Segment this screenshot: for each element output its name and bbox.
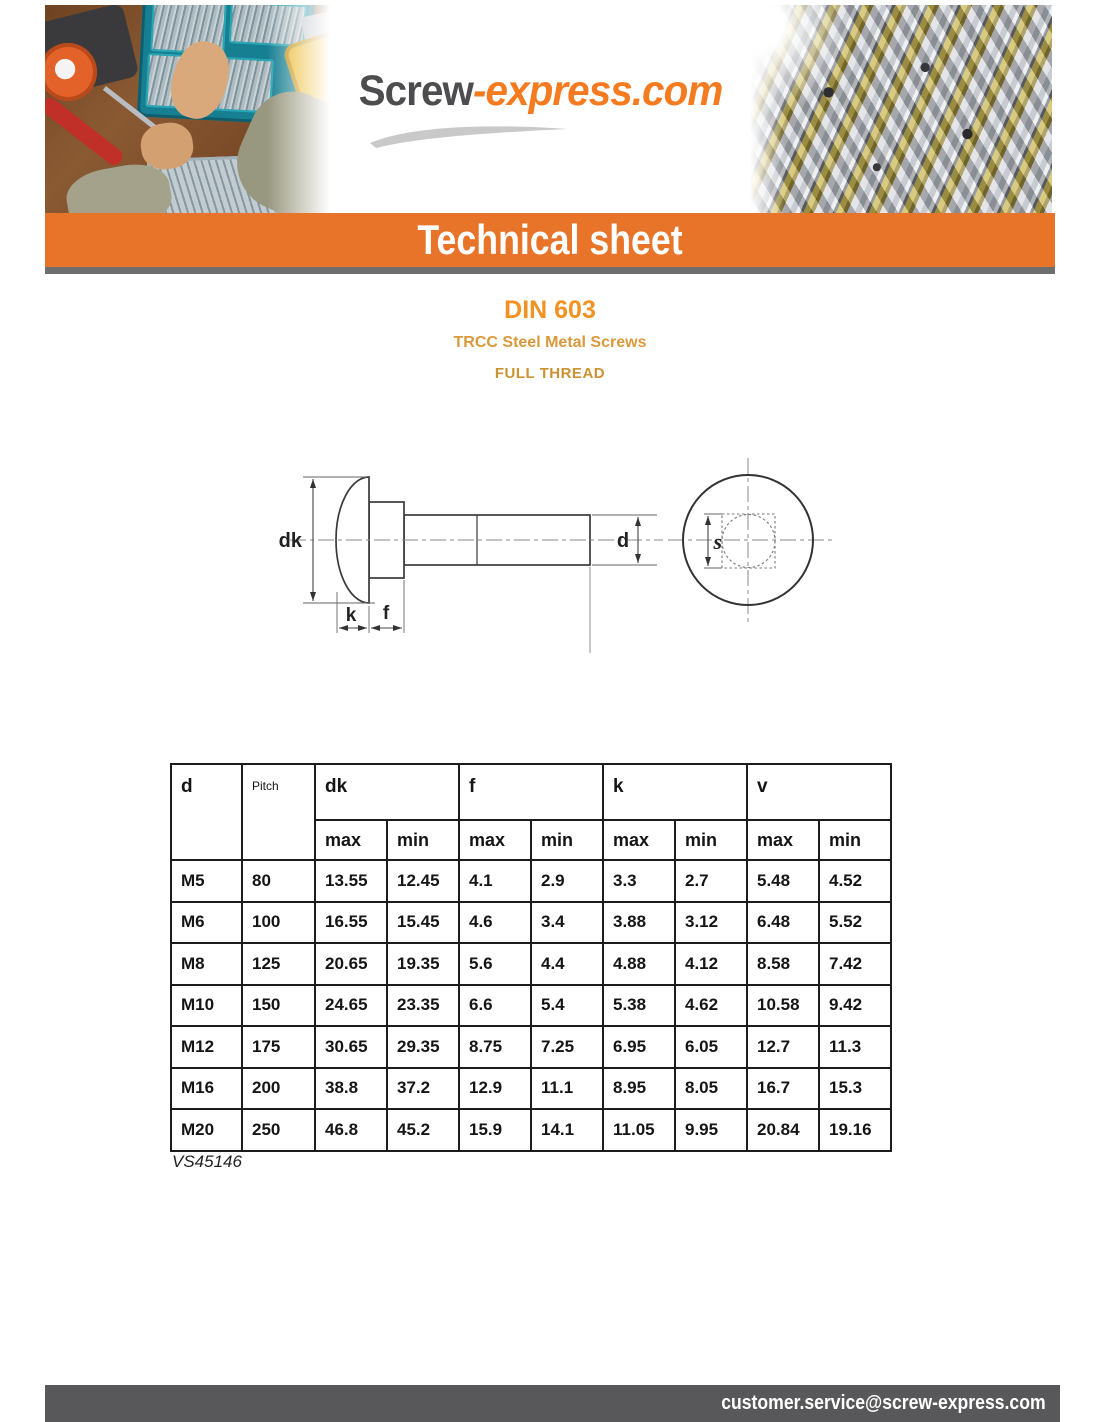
table-row xyxy=(171,860,891,902)
value-cell: 5.52 xyxy=(819,902,891,944)
size-cell: M5 xyxy=(171,860,242,902)
value-cell: 6.6 xyxy=(459,985,531,1027)
value-cell: 12.45 xyxy=(387,860,459,902)
value-cell: 2.7 xyxy=(675,860,747,902)
dim-d xyxy=(590,515,657,653)
value-cell: 5.4 xyxy=(531,985,603,1027)
value-cell: 8.95 xyxy=(603,1068,675,1110)
customer-service-email: customer.service@screw-express.com xyxy=(721,1392,1046,1414)
value-cell: 23.35 xyxy=(387,985,459,1027)
workbench-photo xyxy=(45,5,330,213)
logo-block xyxy=(330,5,750,213)
size-cell: M12 xyxy=(171,1026,242,1068)
pitch-cell: 200 xyxy=(242,1068,315,1110)
size-cell: M8 xyxy=(171,943,242,985)
product-subtitle: TRCC Steel Metal Screws xyxy=(453,334,647,351)
value-cell: 3.4 xyxy=(531,902,603,944)
col-header-dk: dk xyxy=(315,764,459,820)
value-cell: 3.12 xyxy=(675,902,747,944)
dim-label-dk: dk xyxy=(278,530,302,552)
col-header-max: max xyxy=(315,820,387,860)
col-header-d: d xyxy=(171,764,242,860)
banner-title: Technical sheet xyxy=(417,216,683,263)
value-cell: 37.2 xyxy=(387,1068,459,1110)
value-cell: 19.35 xyxy=(387,943,459,985)
value-cell: 15.3 xyxy=(819,1068,891,1110)
value-cell: 45.2 xyxy=(387,1109,459,1151)
standard-title: DIN 603 xyxy=(504,296,596,324)
value-cell: 9.95 xyxy=(675,1109,747,1151)
value-cell: 12.7 xyxy=(747,1026,819,1068)
value-cell: 8.05 xyxy=(675,1068,747,1110)
col-header-max: max xyxy=(747,820,819,860)
value-cell: 8.75 xyxy=(459,1026,531,1068)
value-cell: 11.1 xyxy=(531,1068,603,1110)
value-cell: 20.84 xyxy=(747,1109,819,1151)
value-cell: 24.65 xyxy=(315,985,387,1027)
dim-label-f: f xyxy=(382,603,390,624)
screws-pile-photo xyxy=(750,5,1052,213)
banner xyxy=(45,213,1055,267)
value-cell: 6.95 xyxy=(603,1026,675,1068)
size-cell: M10 xyxy=(171,985,242,1027)
value-cell: 6.48 xyxy=(747,902,819,944)
col-header-min: min xyxy=(675,820,747,860)
size-cell: M6 xyxy=(171,902,242,944)
pitch-cell: 80 xyxy=(242,860,315,902)
value-cell: 30.65 xyxy=(315,1026,387,1068)
table-row xyxy=(171,943,891,985)
pitch-cell: 175 xyxy=(242,1026,315,1068)
value-cell: 7.25 xyxy=(531,1026,603,1068)
photo-edge-fade xyxy=(750,5,1052,213)
value-cell: 7.42 xyxy=(819,943,891,985)
value-cell: 15.9 xyxy=(459,1109,531,1151)
value-cell: 4.88 xyxy=(603,943,675,985)
value-cell: 46.8 xyxy=(315,1109,387,1151)
value-cell: 11.3 xyxy=(819,1026,891,1068)
col-header-max: max xyxy=(603,820,675,860)
bolt-technical-drawing xyxy=(255,440,875,660)
value-cell: 6.05 xyxy=(675,1026,747,1068)
value-cell: 19.16 xyxy=(819,1109,891,1151)
value-cell: 14.1 xyxy=(531,1109,603,1151)
col-header-max: max xyxy=(459,820,531,860)
value-cell: 4.52 xyxy=(819,860,891,902)
col-header-min: min xyxy=(531,820,603,860)
pitch-cell: 150 xyxy=(242,985,315,1027)
value-cell: 5.6 xyxy=(459,943,531,985)
col-header-f: f xyxy=(459,764,603,820)
value-cell: 29.35 xyxy=(387,1026,459,1068)
dim-label-k: k xyxy=(345,605,357,626)
dimension-table xyxy=(170,763,892,1152)
dim-label-s: s xyxy=(713,529,722,554)
value-cell: 10.58 xyxy=(747,985,819,1027)
brand-logo xyxy=(358,67,722,116)
value-cell: 16.7 xyxy=(747,1068,819,1110)
value-cell: 4.6 xyxy=(459,902,531,944)
photo-edge-fade xyxy=(45,5,330,213)
value-cell: 3.3 xyxy=(603,860,675,902)
brand-logo-secondary: -express.com xyxy=(472,67,722,115)
value-cell: 3.88 xyxy=(603,902,675,944)
brand-logo-primary: Screw xyxy=(358,67,473,115)
value-cell: 11.05 xyxy=(603,1109,675,1151)
table-row xyxy=(171,1026,891,1068)
pitch-cell: 125 xyxy=(242,943,315,985)
table-row xyxy=(171,902,891,944)
size-cell: M20 xyxy=(171,1109,242,1151)
value-cell: 8.58 xyxy=(747,943,819,985)
value-cell: 5.38 xyxy=(603,985,675,1027)
col-header-min: min xyxy=(819,820,891,860)
dim-label-d: d xyxy=(616,530,630,552)
value-cell: 13.55 xyxy=(315,860,387,902)
value-cell: 12.9 xyxy=(459,1068,531,1110)
pitch-cell: 250 xyxy=(242,1109,315,1151)
value-cell: 4.12 xyxy=(675,943,747,985)
col-header-min: min xyxy=(387,820,459,860)
value-cell: 4.62 xyxy=(675,985,747,1027)
value-cell: 16.55 xyxy=(315,902,387,944)
table-header-row-groups xyxy=(171,764,891,820)
value-cell: 15.45 xyxy=(387,902,459,944)
col-header-pitch: Pitch xyxy=(242,764,315,860)
logo-swoosh-icon xyxy=(364,122,574,150)
value-cell: 20.65 xyxy=(315,943,387,985)
size-cell: M16 xyxy=(171,1068,242,1110)
table-row xyxy=(171,1068,891,1110)
table-header xyxy=(171,764,891,860)
reference-code: VS45146 xyxy=(172,1152,242,1171)
col-header-v: v xyxy=(747,764,891,820)
value-cell: 38.8 xyxy=(315,1068,387,1110)
value-cell: 5.48 xyxy=(747,860,819,902)
col-header-k: k xyxy=(603,764,747,820)
pitch-cell: 100 xyxy=(242,902,315,944)
thread-label: FULL THREAD xyxy=(494,365,606,382)
table-row xyxy=(171,985,891,1027)
value-cell: 2.9 xyxy=(531,860,603,902)
value-cell: 4.1 xyxy=(459,860,531,902)
footer-bar xyxy=(45,1385,1060,1422)
table-row xyxy=(171,1109,891,1151)
value-cell: 9.42 xyxy=(819,985,891,1027)
banner-underline xyxy=(45,267,1055,274)
spec-table-body xyxy=(171,860,891,1151)
value-cell: 4.4 xyxy=(531,943,603,985)
